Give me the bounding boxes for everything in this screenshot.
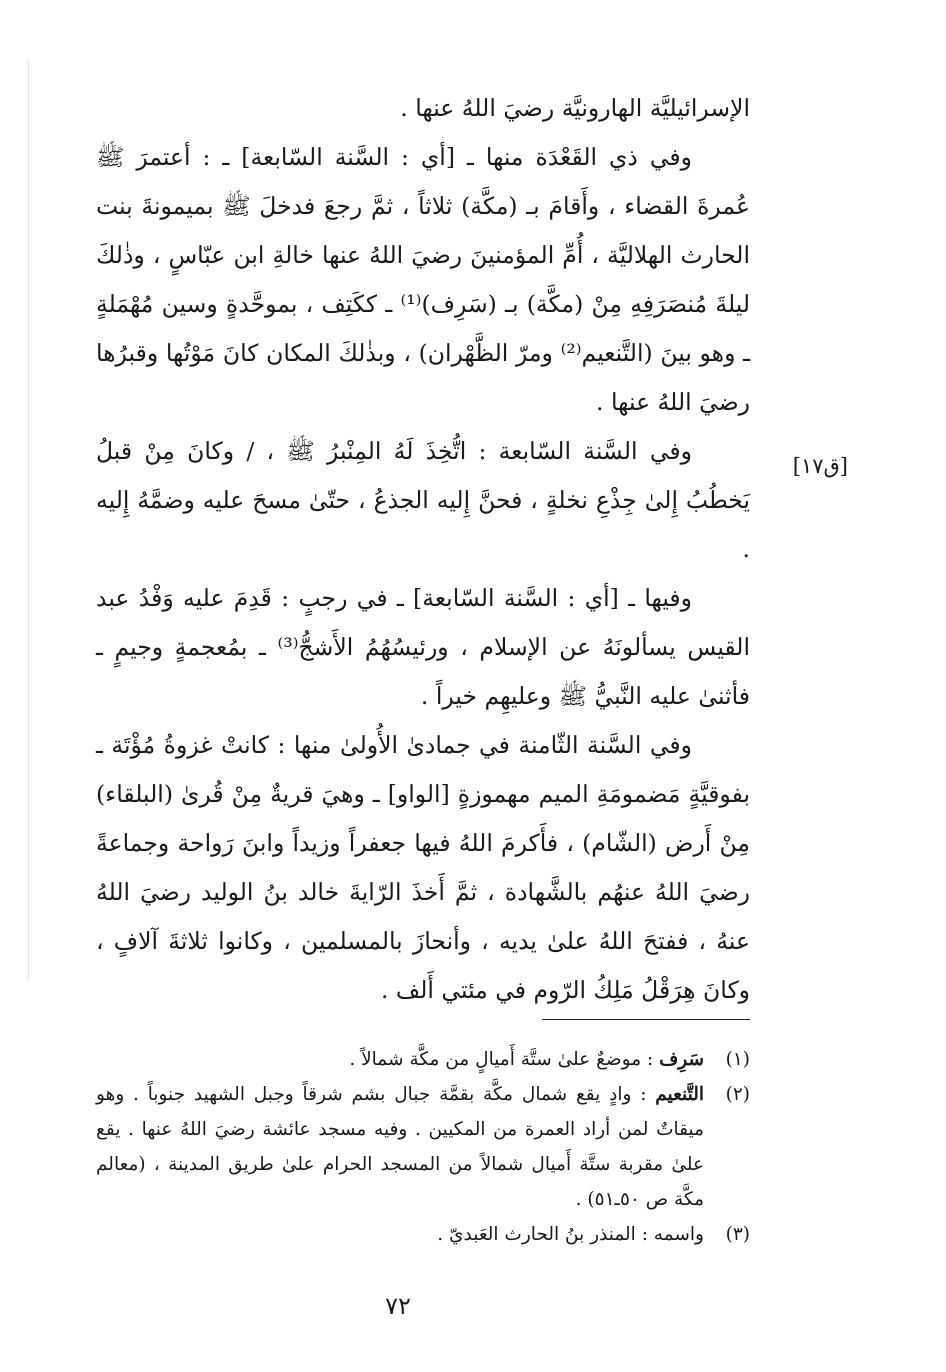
paragraph: الإسرائيليَّة الهارونيَّة رضيَ اللهُ عنها . [400, 94, 750, 122]
page-number: ٧٢ [385, 1292, 411, 1320]
footnote-body [96, 1217, 704, 1252]
footnote-number: (١) [725, 1049, 750, 1070]
page-edge-shadow [28, 60, 29, 980]
footnote-number: (٢) [725, 1084, 750, 1105]
footnote-text: : موضعٌ علىٰ ستَّة أَميالٍ من مكَّة شمالاً . [349, 1049, 660, 1070]
paragraph: وفي ذي القَعْدَة منها ـ [أي : السَّنة السّابعة] ـ : أعتمرَ ﷺ عُمرةَ القضاء ، وأَقامَ بـ (مكَّة) ثلاثاً ، ثمَّ رجعَ فدخلَ ﷺ بميمونةَ بنت الحارث الهلاليَّة ، أُمِّ المؤمنينَ رضيَ اللهُ عنها خالةِ ابن عبّاسٍ ، وذٰلكَ ليلةَ مُنصَرَفِهِ مِنْ (مكَّة) بـ (سَرِف)⁽¹⁾ ـ ككَتِف ، بموحَّدةٍ وسين مُهْمَلةٍ ـ وهو بينَ (التَّنعيم⁽²⁾ ومرّ الظَّهْران) ، وبذٰلكَ المكان كانَ مَوْتُها وقبرُها رضيَ اللهُ عنها . [96, 143, 750, 416]
paragraph: وفيها ـ [أي : السَّنة السّابعة] ـ في رجبٍ : قَدِمَ عليه وَفْدُ عبد القيس يسألونَهُ عن الإسلام ، ورئيسُهُمُ الأَشجُّ⁽³⁾ ـ بمُعجمةٍ وجيمٍ ـ فأثنىٰ عليه النَّبيُّ ﷺ وعليهِم خيراً . [96, 584, 750, 710]
footnote-term: سَرِف [659, 1049, 704, 1070]
footnote-body [96, 1077, 704, 1217]
footnote-body [96, 1042, 704, 1077]
footnote [96, 1217, 750, 1252]
paragraph: وفي السَّنة الثّامنة في جمادىٰ الأُولىٰ منها : كانتْ غزوةُ مُؤْتَة ـ بفوقيَّةٍ مَضمومَةِ الميم مهموزةٍ [الواو] ـ وهيَ قريةٌ مِنْ قُرىٰ (البلقاء) مِنْ أَرض (الشّام) ، فأَكرمَ اللهُ فيها جعفراً وزيداً وابنَ رَواحة وجماعةً رضيَ اللهُ عنهُم بالشَّهادة ، ثمَّ أَخذَ الرّايةَ خالد بنُ الوليد رضيَ اللهُ عنهُ ، ففتحَ اللهُ علىٰ يديه ، وأنحازَ بالمسلمين ، وكانوا ثلاثةَ آلافٍ ، وكانَ هِرَقْلُ مَلِكُ الرّوم في مئتي أَلف . [96, 731, 750, 1004]
footnote-text: : وادٍ يقع شمال مكَّة بقمَّة جبال بشم شرقاً وجبل الشهيد جنوباً . وهو ميقاتٌ لمن أراد العمرة من المكيين . وفيه مسجد عائشة رضيَ اللهُ عنها . يقع علىٰ مقربة ستَّة أَميال شمالاً من المسجد الحرام علىٰ طريق المدينة ، (معالم مكَّة ص ٥٠ـ٥١) . [96, 1084, 704, 1210]
footnote [96, 1077, 750, 1217]
main-text-block [96, 84, 750, 1015]
footnotes-block [96, 1042, 750, 1252]
footnote-text: واسمه : المنذر بنُ الحارث العَبديّ . [437, 1224, 704, 1245]
footnote-term: التَّنعيم [655, 1084, 704, 1105]
footnote-separator-rule [542, 1019, 750, 1020]
manuscript-folio-marker: [ق١٧] [792, 454, 848, 478]
paragraph: وفي السَّنة السّابعة : اتُّخِذَ لَهُ المِنْبرُ ﷺ ، / وكانَ مِنْ قبلُ يَخطُبُ إِلىٰ جِذْعِ نخلةٍ ، فحنَّ إِليه الجذعُ ، حتّىٰ مسحَ عليه وضمَّهُ إِليه . [96, 437, 750, 563]
footnote [96, 1042, 750, 1077]
footnote-number: (٣) [725, 1224, 750, 1245]
